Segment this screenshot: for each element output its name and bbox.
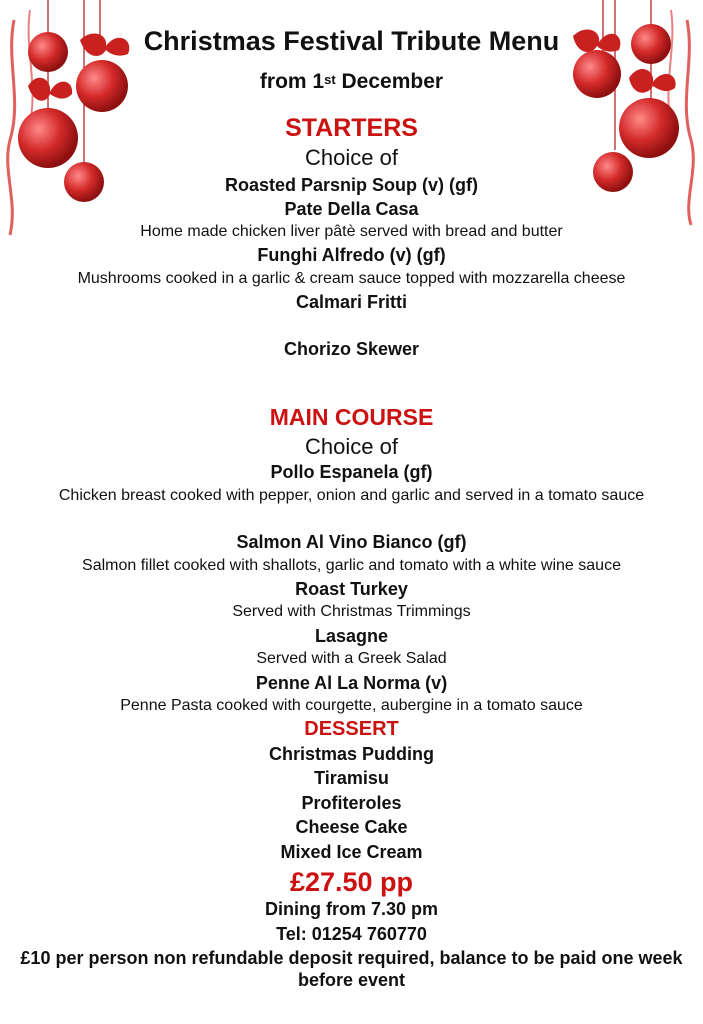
main-description: Salmon fillet cooked with shallots, garlic and tomato with a white wine sauce	[82, 557, 621, 574]
main-name: Pollo Espanela (gf)	[270, 462, 433, 482]
starter-name: Chorizo Skewer	[283, 339, 420, 359]
main-description: Penne Pasta cooked with courgette, aubergine in a tomato sauce	[120, 697, 583, 714]
main-name: Lasagne	[314, 626, 389, 646]
starter-name: Funghi Alfredo (v) (gf)	[257, 245, 446, 265]
dessert-name: Cheese Cake	[295, 817, 408, 837]
dessert-name: Christmas Pudding	[268, 744, 434, 764]
starter-name: Pate Della Casa	[284, 199, 419, 219]
deposit-note: £10 per person non refundable deposit required, balance to be paid one week before event	[20, 948, 683, 990]
starters-heading: STARTERS	[285, 114, 418, 142]
starters-choice: Choice of	[305, 145, 398, 170]
dessert-heading: DESSERT	[304, 718, 399, 740]
main-description: Served with Christmas Trimmings	[232, 603, 471, 620]
dessert-name: Profiteroles	[301, 793, 402, 813]
telephone: Tel: 01254 760770	[276, 924, 427, 944]
subtitle-superscript: st	[324, 72, 336, 87]
subtitle-suffix: December	[335, 70, 444, 93]
main-name: Roast Turkey	[295, 579, 408, 599]
dessert-name: Mixed Ice Cream	[280, 842, 423, 862]
price: £27.50 pp	[289, 867, 414, 897]
menu-title: Christmas Festival Tribute Menu	[143, 26, 560, 56]
main-description: Served with a Greek Salad	[256, 650, 447, 667]
dining-time: Dining from 7.30 pm	[264, 899, 439, 919]
main-description: Chicken breast cooked with pepper, onion and garlic and served in a tomato sauce	[58, 487, 645, 504]
starter-name: Roasted Parsnip Soup (v) (gf)	[224, 175, 478, 195]
starter-description: Home made chicken liver pâtè served with bread and butter	[140, 223, 563, 240]
main-course-choice: Choice of	[305, 434, 398, 459]
subtitle-prefix: from 1	[259, 70, 325, 93]
starter-description: Mushrooms cooked in a garlic & cream sauce topped with mozzarella cheese	[77, 270, 626, 287]
main-course-heading: MAIN COURSE	[269, 404, 434, 430]
dessert-name: Tiramisu	[314, 768, 389, 788]
main-name: Penne Al La Norma (v)	[255, 673, 448, 693]
menu-subtitle	[0, 68, 703, 96]
starter-name: Calmari Fritti	[295, 292, 408, 312]
main-name: Salmon Al Vino Bianco (gf)	[236, 532, 467, 552]
